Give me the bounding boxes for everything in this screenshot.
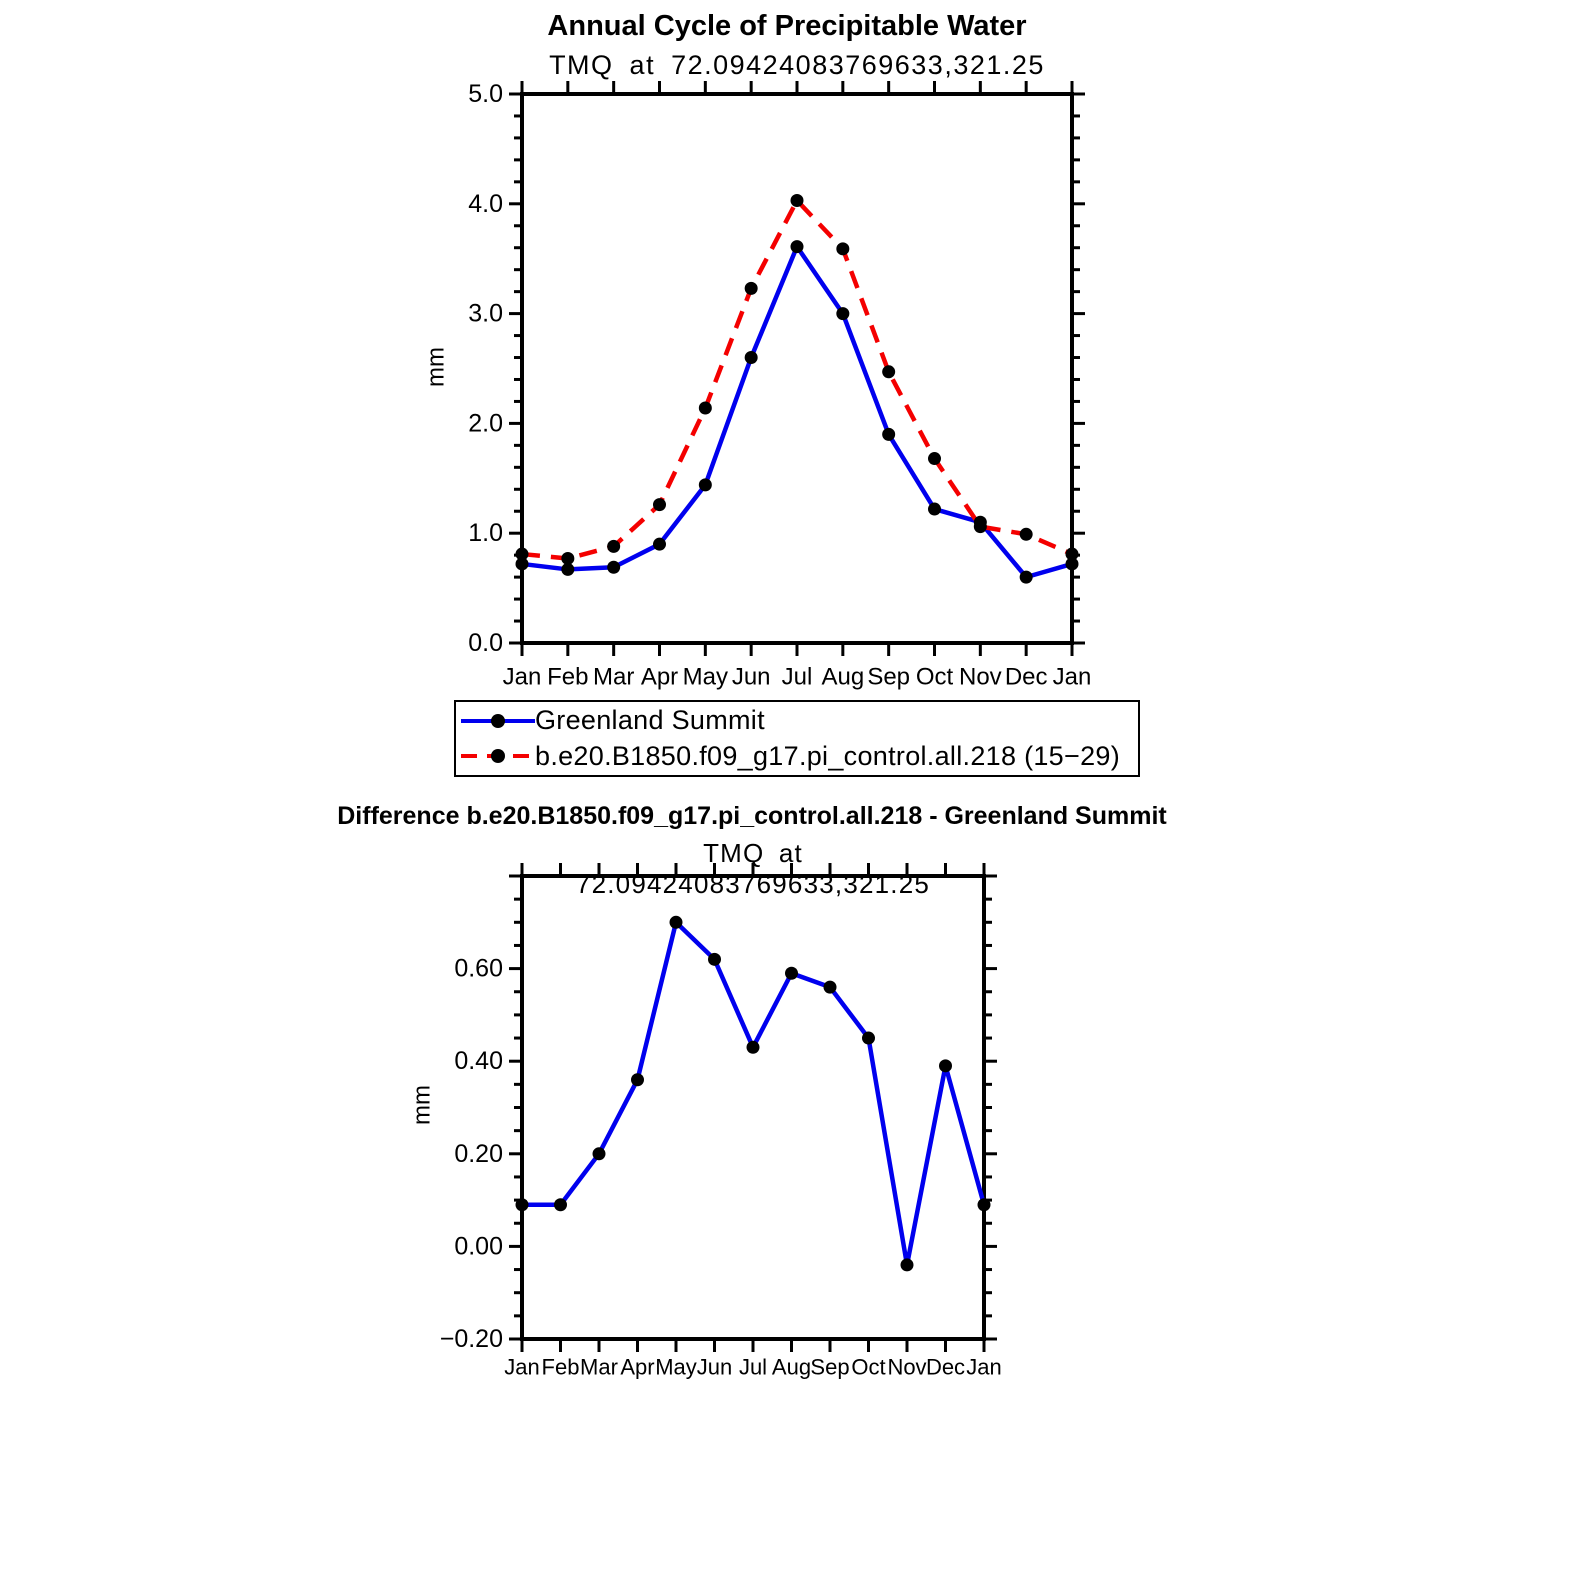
data-point-marker [939,1059,952,1072]
x-tick-label: Sep [867,663,911,691]
x-tick-label: May [655,1354,697,1380]
x-tick-label: Dec [925,1354,966,1380]
data-point-marker [653,538,666,551]
x-tick-label: Jan [504,1354,540,1380]
legend-label-observation: Greenland Summit [535,705,765,736]
y-tick-label: 0.0 [468,629,503,657]
x-tick-label: Oct [851,1354,886,1380]
x-tick-label: Jan [502,663,542,691]
data-point-marker [1020,528,1033,541]
legend-line-solid [461,719,535,723]
x-tick-label: Jan [966,1354,1002,1380]
legend-entry-model [461,739,1138,773]
series-line-dashed [522,201,1072,559]
data-point-marker [1020,571,1033,584]
x-tick-label: Sep [810,1354,850,1380]
data-point-marker [974,520,987,533]
data-point-marker [516,1198,529,1211]
data-point-marker [745,351,758,364]
legend [454,700,1140,777]
data-point-marker [928,452,941,465]
x-tick-label: May [682,663,729,691]
data-point-marker [653,498,666,511]
top-chart-title: Annual Cycle of Precipitable Water [547,10,1027,42]
x-tick-label: Jun [731,663,771,691]
x-tick-label: Jun [696,1354,733,1380]
x-tick-label: Apr [620,1354,655,1380]
y-axis-label: mm [408,1085,436,1125]
y-axis-label: mm [422,347,450,387]
y-tick-label: 0.40 [454,1047,503,1076]
data-point-marker [708,953,721,966]
data-point-marker [607,540,620,553]
data-point-marker [901,1258,914,1271]
x-tick-label: Feb [541,1354,580,1380]
y-tick-label: 3.0 [468,299,503,328]
data-point-marker [785,967,798,980]
x-tick-label: Aug [771,1354,812,1380]
data-point-marker [554,1198,567,1211]
x-tick-label: Dec [1004,663,1048,691]
x-tick-label: Nov [887,1354,927,1380]
plot-frame [522,94,1072,643]
y-tick-label: 1.0 [468,519,503,548]
data-point-marker [978,1198,991,1211]
data-point-marker [561,552,574,565]
y-tick-label: 0.20 [454,1139,503,1168]
y-tick-label: 0.60 [454,954,503,983]
data-point-marker [836,307,849,320]
data-point-marker [593,1147,606,1160]
data-point-marker [791,194,804,207]
x-tick-label: Mar [592,663,635,691]
data-point-marker [516,548,529,561]
data-point-marker [747,1041,760,1054]
y-tick-label: −0.20 [439,1325,503,1353]
x-tick-label: Mar [580,1354,618,1380]
data-point-marker [1066,548,1079,561]
x-tick-label: Jul [738,1354,768,1380]
annual-cycle-chart [400,80,1160,700]
data-point-marker [670,916,683,929]
x-tick-label: Feb [547,663,589,691]
data-point-marker [791,240,804,253]
data-point-marker [882,428,895,441]
y-tick-label: 2.0 [468,409,503,438]
difference-chart [400,860,1050,1420]
y-tick-label: 0.00 [454,1232,503,1261]
x-tick-label: Aug [821,663,865,691]
x-tick-label: Jan [1052,663,1092,691]
top-chart-subtitle: TMQ at 72.09424083769633,321.25 [549,50,1045,80]
x-tick-label: Jul [781,663,813,691]
legend-label-model: b.e20.B1850.f09_g17.pi_control.all.218 (15−29) [535,740,1120,771]
plot-frame [522,876,984,1339]
x-tick-label: Oct [915,663,954,691]
y-tick-label: 4.0 [468,189,503,218]
legend-line-dashed [461,754,535,758]
series-line-solid [522,922,984,1265]
difference-chart-subtitle: TMQ at 72.09424083769633,321.25 [575,838,931,899]
data-point-marker [699,402,712,415]
data-point-marker [631,1073,644,1086]
data-point-marker [836,242,849,255]
x-tick-label: Nov [958,663,1002,691]
y-tick-label: 5.0 [468,80,503,108]
data-point-marker [745,282,758,295]
x-tick-label: Apr [640,663,679,691]
data-point-marker [882,365,895,378]
legend-marker-icon [491,714,505,728]
data-point-marker [607,561,620,574]
legend-entry-observation [461,704,1138,738]
data-point-marker [699,478,712,491]
data-point-marker [928,503,941,516]
data-point-marker [824,981,837,994]
data-point-marker [862,1032,875,1045]
legend-marker-icon [491,749,505,763]
difference-chart-title: Difference b.e20.B1850.f09_g17.pi_control.all.218 - Greenland Summit [337,802,1167,830]
